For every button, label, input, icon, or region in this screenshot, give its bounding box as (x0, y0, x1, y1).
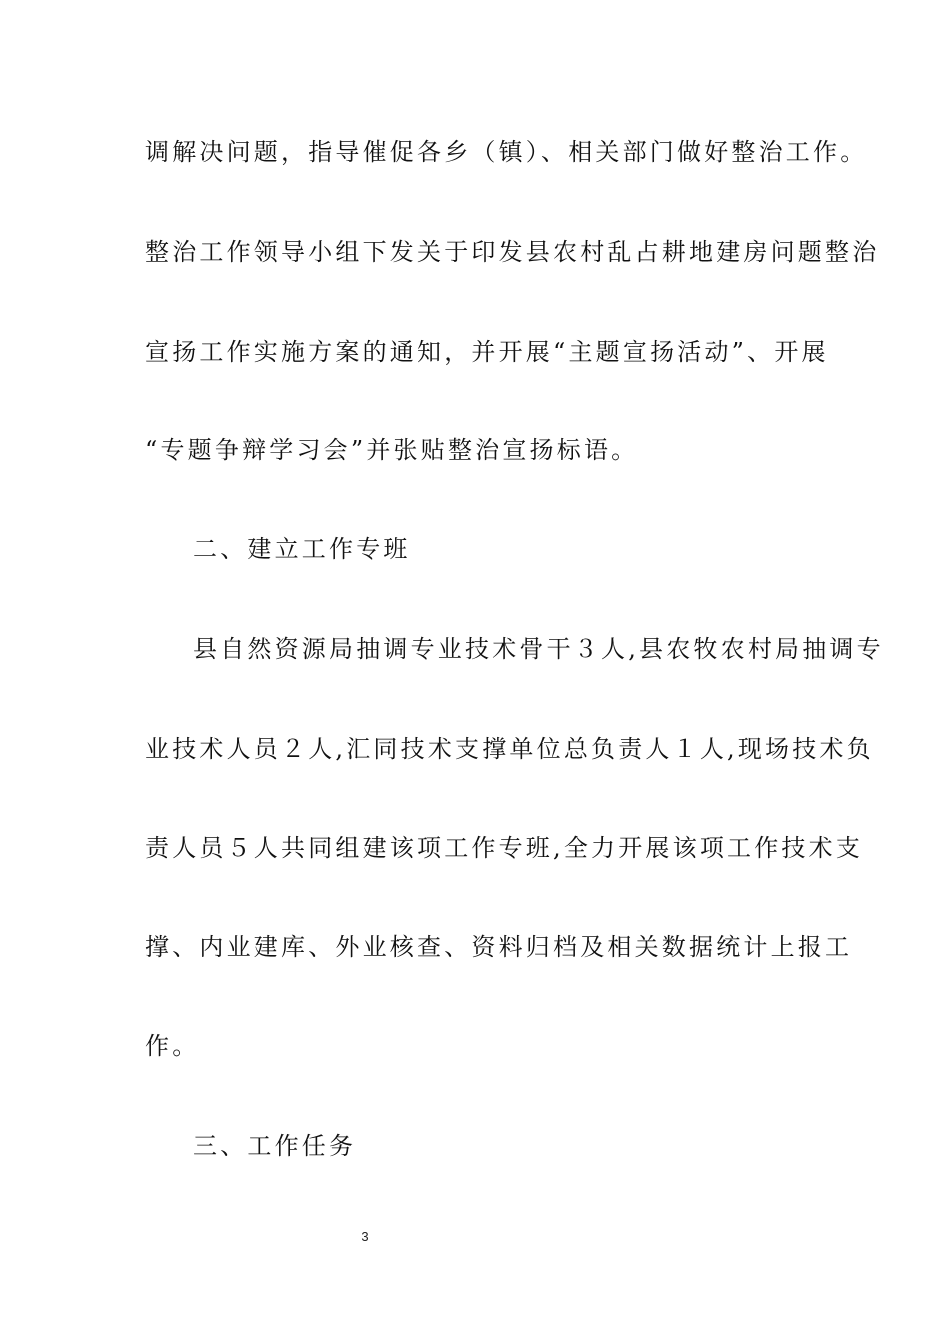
paragraph-2-line-2: 业技术人员２人,汇同技术支撑单位总负责人１人,现场技术负 (145, 735, 874, 763)
paragraph-1-line-1: 调解决问题，指导催促各乡（镇）、相关部门做好整治工作。 (145, 138, 868, 166)
paragraph-1-line-3: 宣扬工作实施方案的通知，并开展“主题宣扬活动”、开展 (145, 338, 829, 366)
section-heading-2: 二、建立工作专班 (193, 535, 411, 563)
paragraph-2-line-1: 县自然资源局抽调专业技术骨干３人,县农牧农村局抽调专 (193, 635, 884, 663)
section-heading-3: 三、工作任务 (193, 1132, 357, 1160)
page-number: 3 (361, 1229, 369, 1244)
paragraph-1-line-4: “专题争辩学习会”并张贴整治宣扬标语。 (145, 436, 639, 464)
paragraph-2-line-3: 责人员５人共同组建该项工作专班,全力开展该项工作技术支 (145, 834, 864, 862)
paragraph-2-line-5: 作。 (145, 1032, 200, 1060)
paragraph-1-line-2: 整治工作领导小组下发关于印发县农村乱占耕地建房问题整治 (145, 238, 880, 266)
paragraph-2-line-4: 撑、内业建库、外业核查、资料归档及相关数据统计上报工 (145, 933, 853, 961)
